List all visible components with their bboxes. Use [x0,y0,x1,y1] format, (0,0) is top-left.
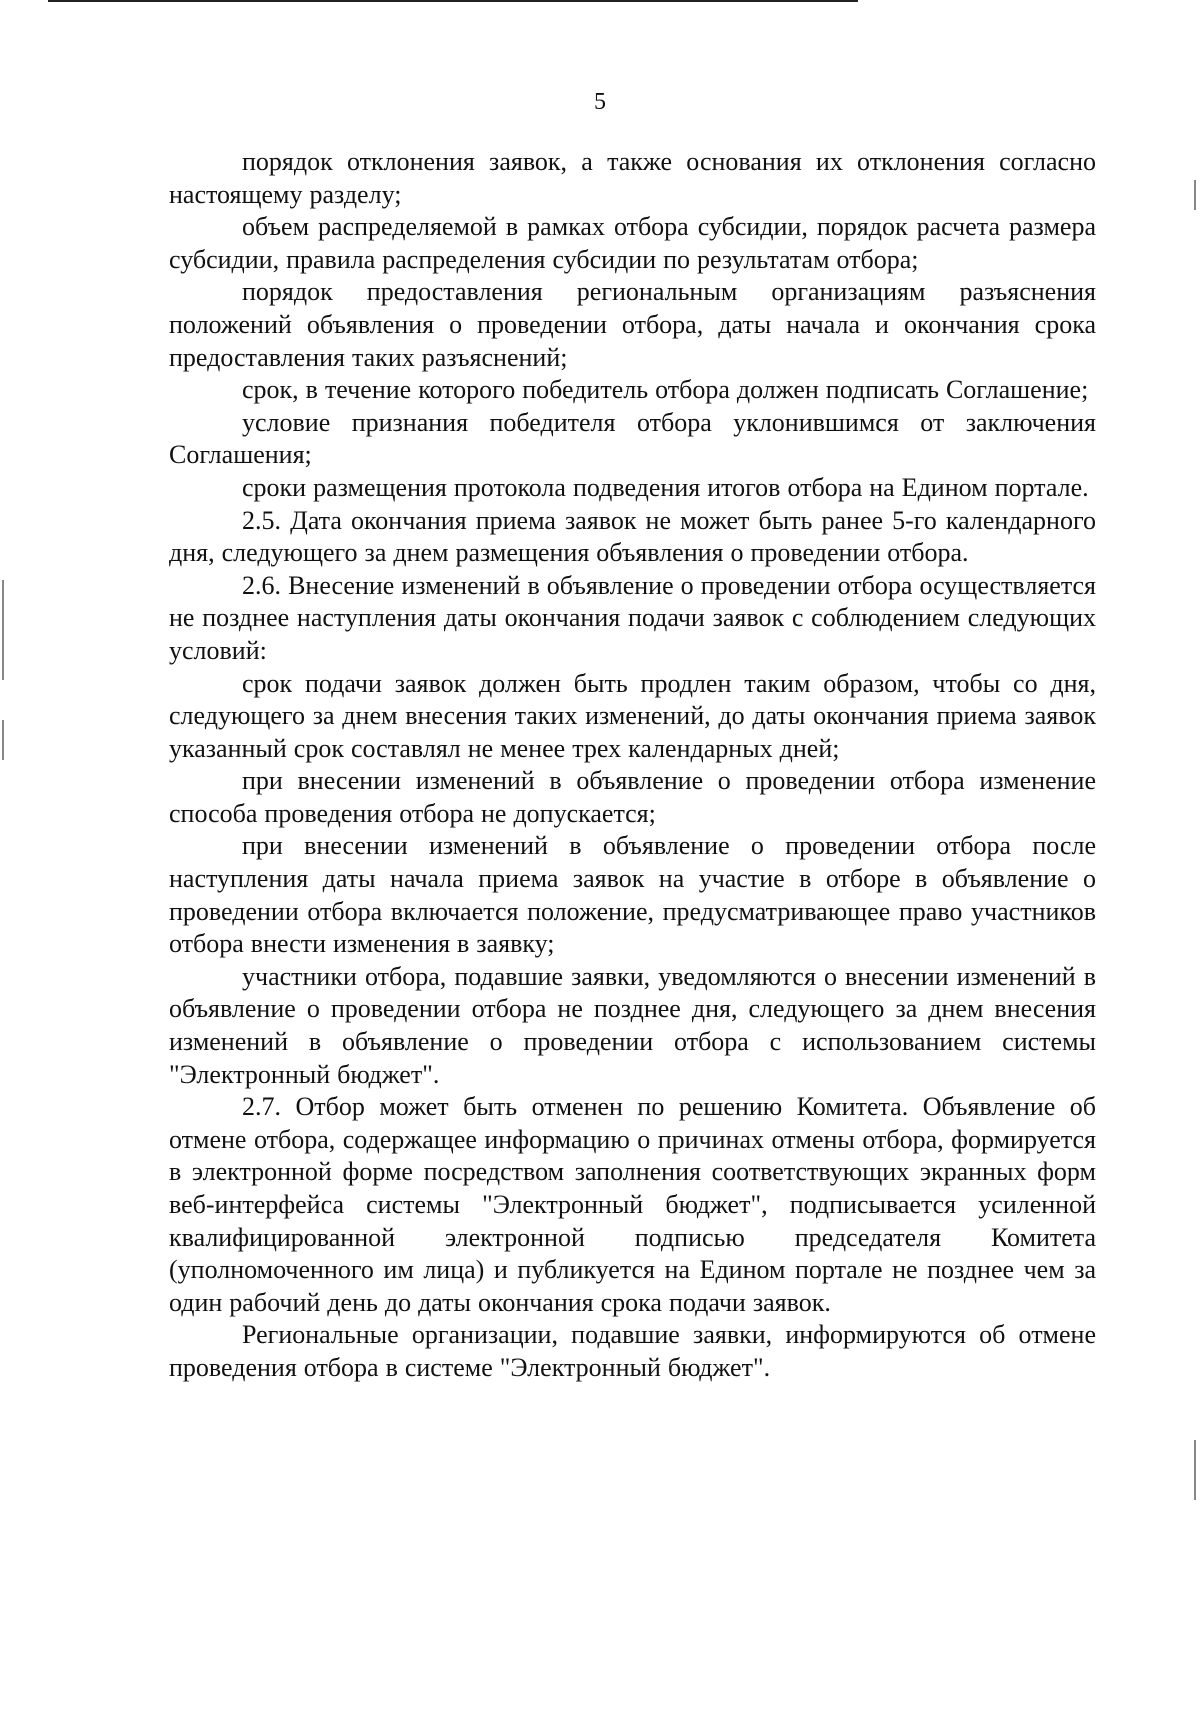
paragraph-section-2-6: 2.6. Внесение изменений в объявление о проведении отбора осуществляется не позднее наступления даты окончания подачи заявок с соблюдением следующих условий: [169,570,1096,665]
paragraph: Региональные организации, подавшие заявки, информируются об отмене проведения отбора в системе "Электронный бюджет". [169,1320,1096,1382]
paragraph: объем распределяемой в рамках отбора субсидии, порядок расчета размера субсидии, правила распределения субсидии по результатам отбора; [169,212,1096,274]
paragraph: срок подачи заявок должен быть продлен таким образом, чтобы со дня, следующего за днем внесения таких изменений, до даты окончания приема заявок указанный срок составлял не менее трех календарных дней; [169,668,1096,763]
scan-margin-mark [1194,1440,1196,1500]
scan-margin-mark [1194,180,1196,210]
paragraph-section-2-7: 2.7. Отбор может быть отменен по решению Комитета. Объявление об отмене отбора, содержащее информацию о причинах отмены отбора, формируется в электронной форме посредством заполнения соответствующих экранных форм веб-интерфейса системы "Электронный бюджет", подписывается усиленной квалифицированной электронной подписью председателя Комитета (уполномоченного им лица) и публикуется на Едином портале не позднее чем за один рабочий день до даты окончания срока подачи заявок. [169,1092,1096,1317]
document-body [169,146,1096,1385]
paragraph: при внесении изменений в объявление о проведении отбора изменение способа проведения отбора не допускается; [169,766,1096,828]
page-number: 5 [594,89,606,115]
top-edge-line [48,0,858,2]
paragraph: условие признания победителя отбора уклонившимся от заключения Соглашения; [169,407,1096,470]
paragraph: при внесении изменений в объявление о проведении отбора после наступления даты начала приема заявок на участие в отборе в объявление о проведении отбора включается положение, предусматривающее право участников отбора внести изменения в заявку; [169,831,1096,959]
paragraph: порядок отклонения заявок, а также основания их отклонения согласно настоящему разделу; [169,147,1096,209]
paragraph: сроки размещения протокола подведения итогов отбора на Едином портале. [242,472,1089,502]
scan-margin-mark [2,580,4,680]
paragraph: участники отбора, подавшие заявки, уведомляются о внесении изменений в объявление о проведении отбора не позднее дня, следующего за днем внесения изменений в объявление о проведении отбора с использованием системы "Электронный бюджет". [169,961,1096,1089]
paragraph: срок, в течение которого победитель отбора должен подписать Соглашение; [242,375,1089,405]
scan-margin-mark [2,720,4,760]
paragraph-section-2-5: 2.5. Дата окончания приема заявок не может быть ранее 5-го календарного дня, следующего за днем размещения объявления о проведении отбора. [169,505,1096,568]
paragraph: порядок предоставления региональным организациям разъяснения положений объявления о проведении отбора, даты начала и окончания срока предоставления таких разъяснений; [169,277,1096,372]
